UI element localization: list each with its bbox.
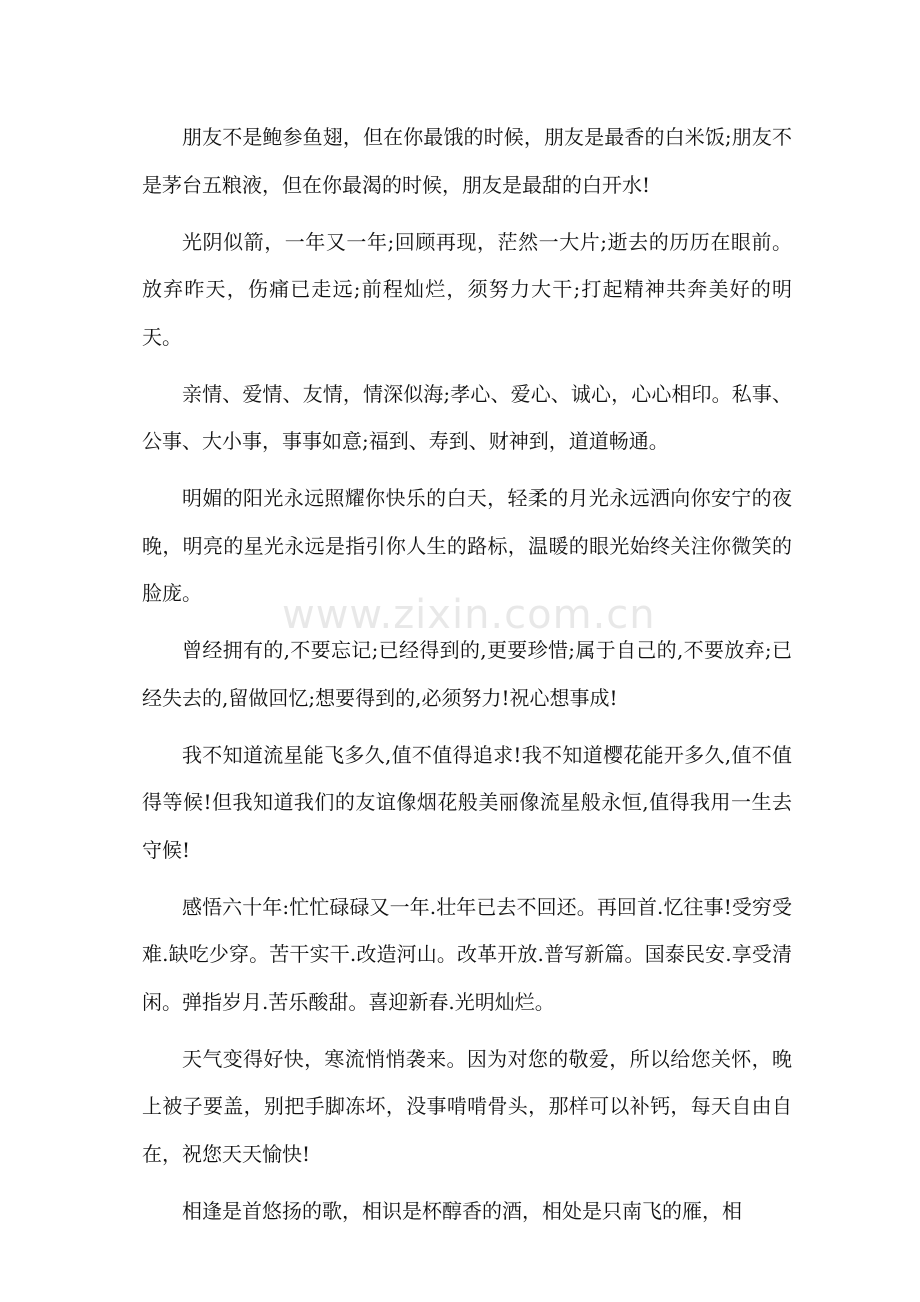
paragraph-6: 我不知道流星能飞多久,值不值得追求!我不知道樱花能开多久,值不值得等候!但我知道我们的友谊像烟花般美丽像流星般永恒,值得我用一生去守候! xyxy=(142,742,792,862)
paragraph-3: 亲情、爱情、友情，情深似海;孝心、爱心、诚心，心心相印。私事、公事、大小事，事事如意;福到、寿到、财神到，道道畅通。 xyxy=(142,381,792,453)
paragraph-4: 明媚的阳光永远照耀你快乐的白天，轻柔的月光永远洒向你安宁的夜晚，明亮的星光永远是指引你人生的路标，温暖的眼光始终关注你微笑的脸庞。 xyxy=(142,486,792,605)
paragraph-5: 曾经拥有的,不要忘记;已经得到的,更要珍惜;属于自己的,不要放弃;已经失去的,留做回忆;想要得到的,必须努力!祝心想事成! xyxy=(142,638,792,710)
document-body xyxy=(142,114,792,1245)
paragraph-1: 朋友不是鲍参鱼翅，但在你最饿的时候，朋友是最香的白米饭;朋友不是茅台五粮液，但在你最渴的时候，朋友是最甜的白开水! xyxy=(142,125,792,197)
paragraph-8: 天气变得好快，寒流悄悄袭来。因为对您的敬爱，所以给您关怀，晚上被子要盖，别把手脚冻坏，没事啃啃骨头，那样可以补钙，每天自由自在，祝您天天愉快! xyxy=(142,1046,792,1166)
paragraph-2: 光阴似箭，一年又一年;回顾再现，茫然一大片;逝去的历历在眼前。放弃昨天，伤痛已走远;前程灿烂，须努力大干;打起精神共奔美好的明天。 xyxy=(142,229,792,349)
watermark-text: www.zixin.com.cn xyxy=(282,592,656,638)
paragraph-9: 相逢是首悠扬的歌，相识是杯醇香的酒，相处是只南飞的雁，相 xyxy=(182,1198,742,1223)
paragraph-7: 感悟六十年:忙忙碌碌又一年.壮年已去不回还。再回首.忆往事!受穷受难.缺吃少穿。苦干实干.改造河山。改革开放.普写新篇。国泰民安.享受清闲。弹指岁月.苦乐酸甜。喜迎新春.光明灿烂。 xyxy=(142,894,792,1014)
